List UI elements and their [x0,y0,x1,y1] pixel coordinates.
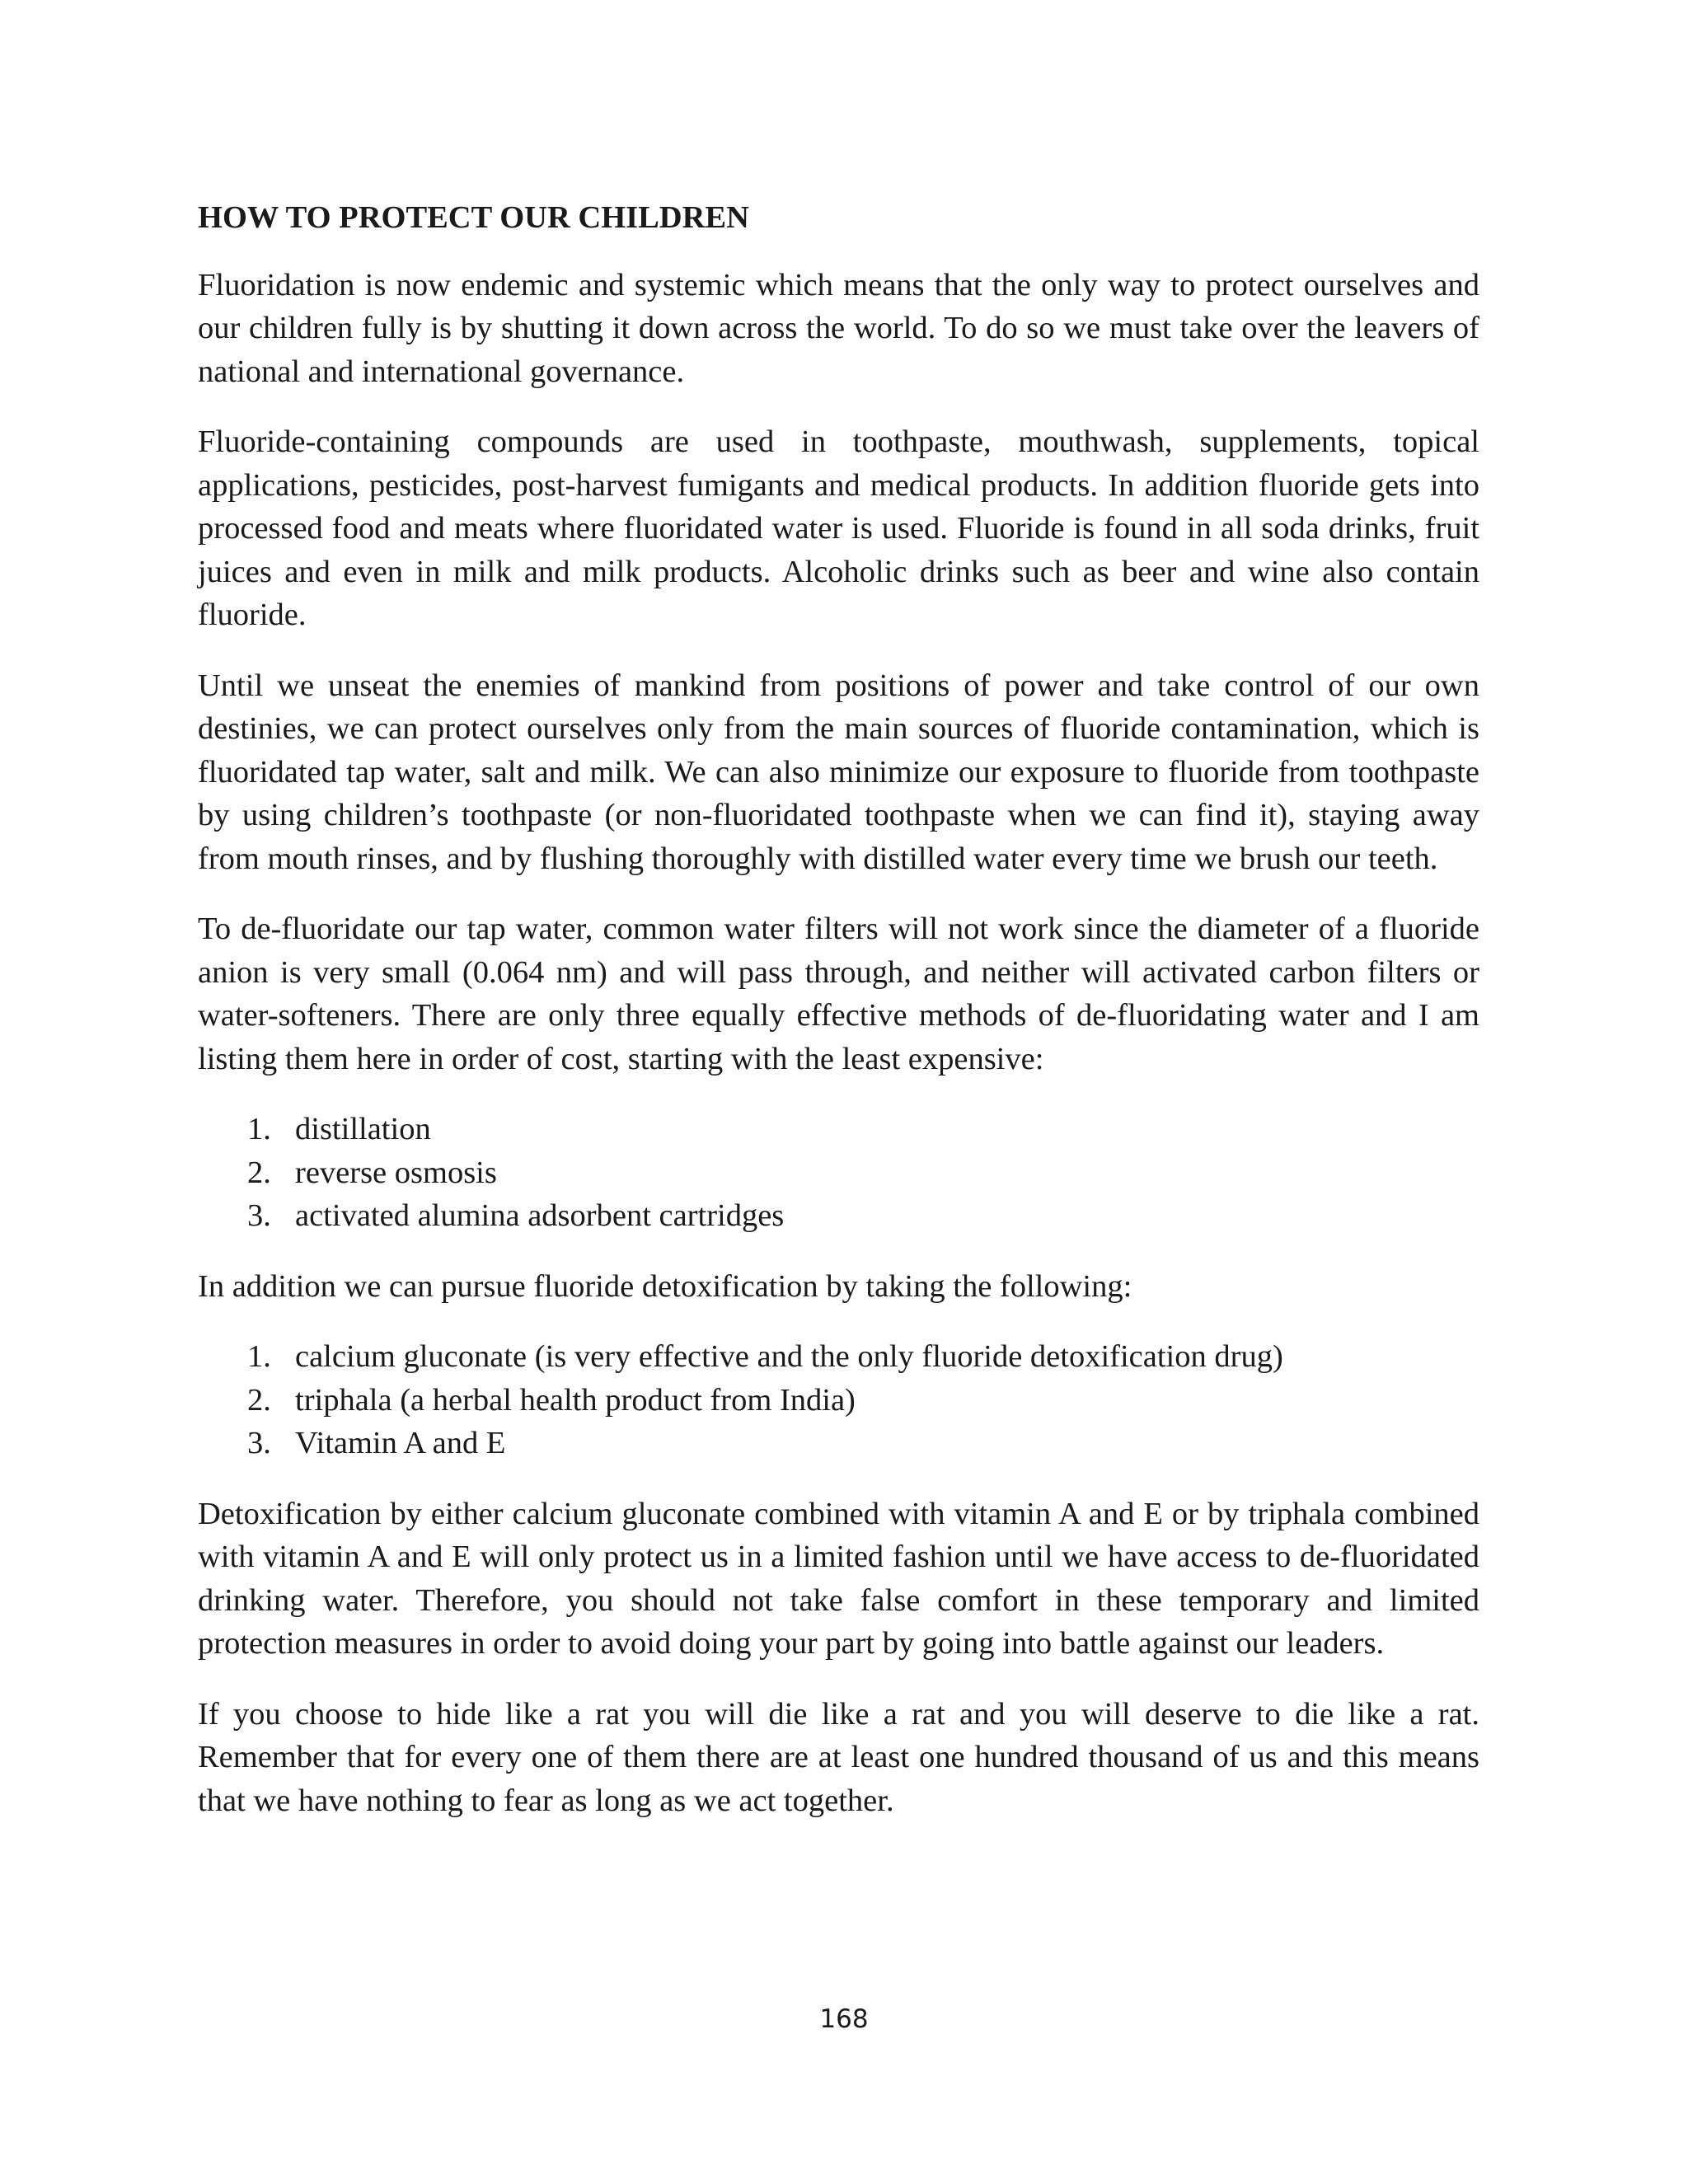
paragraph-4: To de-fluoridate our tap water, common water filters will not work since the diameter of a fluoride anion is very small (0.064 nm) and will pass through, and neither will activated carbon filters or water-softeners. There are only three equally effective methods of de-fluoridating water and I am listing them here in order of cost, starting with the least expensive: [198,912,1479,1076]
list-item [247,1335,1479,1379]
list-item-number: 3. [247,1198,271,1233]
list-item-number: 1. [247,1112,271,1146]
list-item [247,1194,1479,1238]
list-item-text: distillation [295,1112,431,1146]
page-number: 168 [819,2004,869,2034]
list-item-number: 3. [247,1426,271,1460]
section-heading: HOW TO PROTECT OUR CHILDREN [198,200,749,235]
page-content [198,196,1479,1849]
list-item-text: reverse osmosis [295,1155,497,1190]
list-item-number: 2. [247,1155,271,1190]
list-item [247,1108,1479,1151]
detoxification-list [198,1335,1479,1465]
defluoridation-methods-list [198,1108,1479,1238]
paragraph-2: Fluoride-containing compounds are used in toothpaste, mouthwash, supplements, topical applications, pesticides, post-harvest fumigants and medical products. In addition fluoride gets into processed food and meats where fluoridated water is used. Fluoride is found in all soda drinks, fruit juices and even in milk and milk products. Alcoholic drinks such as beer and wine also contain fluoride. [198,424,1479,632]
closing-paragraph-1: Detoxification by either calcium gluconate combined with vitamin A and E or by triphala combined with vitamin A and E will only protect us in a limited fashion until we have access to de-fluoridated drinking water. Therefore, you should not take false comfort in these temporary and limited protection measures in order to avoid doing your part by going into battle against our leaders. [198,1496,1479,1661]
list-item-text: calcium gluconate (is very effective and the only fluoride detoxification drug) [295,1339,1283,1374]
list-item [247,1379,1479,1422]
list-item [247,1422,1479,1465]
detox-intro-paragraph: In addition we can pursue fluoride detoxification by taking the following: [198,1268,1132,1304]
list-item-number: 2. [247,1382,271,1418]
closing-paragraph-2: If you choose to hide like a rat you will die like a rat and you will deserve to die like a rat. Remember that for every one of them there are at least one hundred thousand of us and this means that we have nothing to fear as long as we act together. [198,1696,1479,1818]
list-item-text: activated alumina adsorbent cartridges [295,1198,785,1233]
list-item-number: 1. [247,1339,271,1374]
list-item-text: Vitamin A and E [295,1426,506,1460]
list-item-text: triphala (a herbal health product from India) [295,1382,856,1418]
paragraph-3: Until we unseat the enemies of mankind from positions of power and take control of our own destinies, we can protect ourselves only from the main sources of fluoride contamination, which is fluoridated tap water, salt and milk. We can also minimize our exposure to fluoride from toothpaste by using children’s toothpaste (or non-fluoridated toothpaste when we can find it), staying away from mouth rinses, and by flushing thoroughly with distilled water every time we brush our teeth. [198,668,1479,876]
list-item [247,1151,1479,1195]
paragraph-1: Fluoridation is now endemic and systemic which means that the only way to protect ourselves and our children fully is by shutting it down across the world. To do so we must take over the leavers of national and international governance. [198,267,1479,389]
